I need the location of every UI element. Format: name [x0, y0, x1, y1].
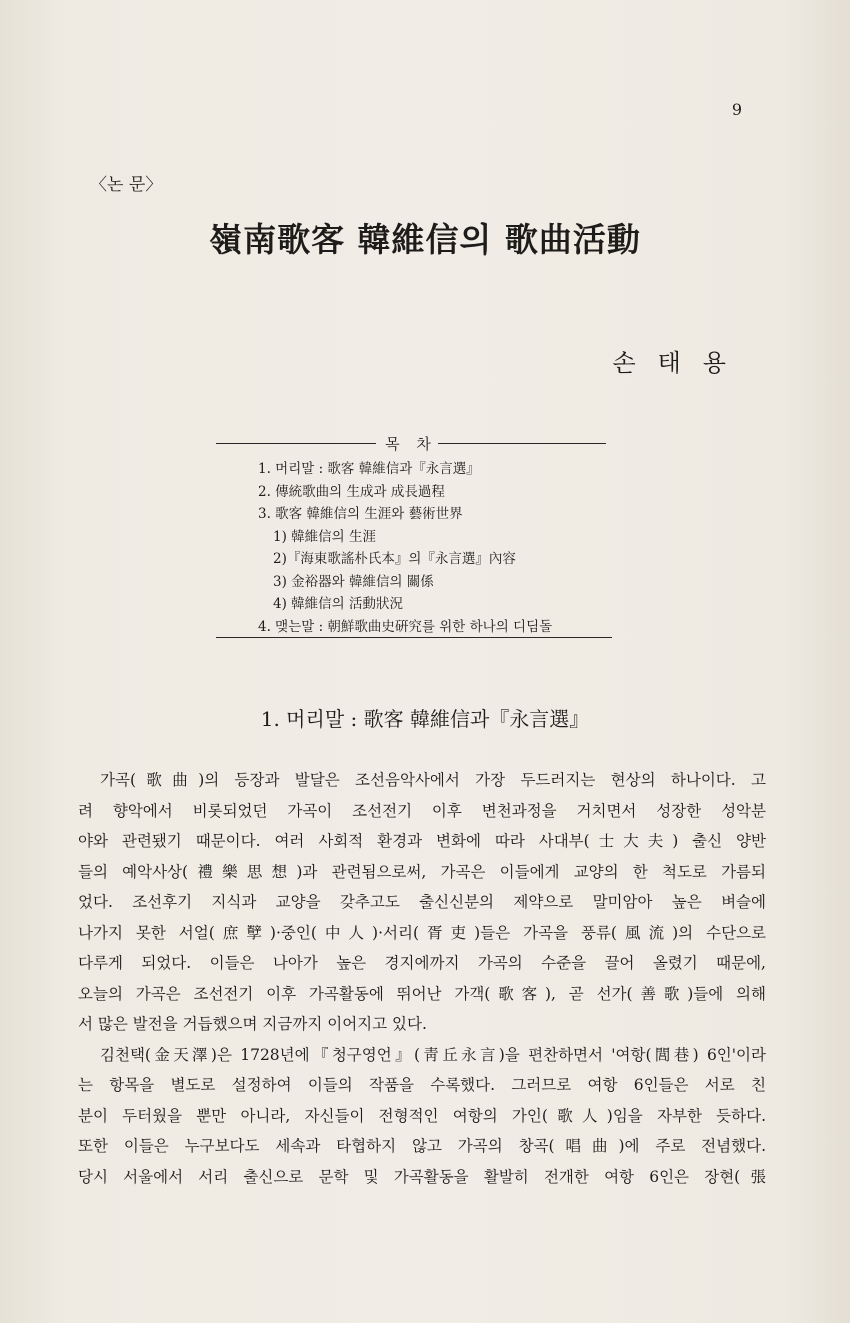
body-line: 김천택(金天澤)은 1728년에『청구영언』(靑丘永言)을 편찬하면서 '여항(閭巷) 6인'이라	[100, 1045, 766, 1064]
toc-subitem: 3) 金裕器와 韓維信의 關係	[273, 573, 434, 590]
toc-bottom-rule	[216, 637, 612, 640]
article-title: 嶺南歌客 韓維信의 歌曲活動	[209, 220, 641, 259]
toc-subitem: 4) 韓維信의 活動狀況	[273, 596, 403, 612]
body-line: 다루게 되었다. 이들은 나아가 높은 경지에까지 가곡의 수준을 끌어 올렸기 때문에,	[78, 954, 766, 972]
body-line: 당시 서울에서 서리 출신으로 문학 및 가곡활동을 활발히 전개한 여항 6인은 장현(張	[78, 1167, 766, 1186]
toc-item: 2. 傳統歌曲의 生成과 成長過程	[258, 483, 445, 500]
body-line: 가곡(歌曲)의 등장과 발달은 조선음악사에서 가장 두드러지는 현상의 하나이다. 고	[100, 771, 766, 789]
toc-rule-right	[438, 443, 606, 444]
body-line: 들의 예악사상(禮樂思想)과 관련됨으로써, 가곡은 이들에게 교양의 한 척도로 가름되	[78, 862, 766, 881]
toc-subitem: 1) 韓維信의 生涯	[273, 528, 376, 545]
toc-item: 4. 맺는말 : 朝鮮歌曲史硏究를 위한 하나의 디딤돌	[258, 618, 553, 635]
body-line: 또한 이들은 누구보다도 세속과 타협하지 않고 가곡의 창곡(唱曲)에 주로 전념했다.	[78, 1137, 766, 1155]
article-category: 〈논 문〉	[90, 175, 163, 195]
body-line: 는 항목을 별도로 설정하여 이들의 작품을 수록했다. 그러므로 여항 6인들은 서로 친	[78, 1076, 766, 1094]
toc-subitem: 2)『海東歌謠朴氏本』의『永言選』內容	[273, 551, 516, 567]
page-number: 9	[731, 100, 742, 119]
toc-item: 3. 歌客 韓維信의 生涯와 藝術世界	[258, 506, 463, 522]
section-heading: 1. 머리말 : 歌客 韓維信과『永言選』	[260, 707, 590, 731]
body-line: 오늘의 가곡은 조선전기 이후 가곡활동에 뛰어난 가객(歌客), 곧 선가(善歌)들에 의해	[78, 984, 766, 1003]
toc-item: 1. 머리말 : 歌客 韓維信과『永言選』	[258, 461, 480, 477]
body-line: 야와 관련됐기 때문이다. 여러 사회적 환경과 변화에 따라 사대부(士大夫) 출신 양반	[78, 832, 766, 850]
body-line: 었다. 조선후기 지식과 교양을 갖추고도 출신신분의 제약으로 말미암아 높은 벼슬에	[78, 893, 766, 911]
toc-heading	[216, 433, 606, 455]
toc-heading-label: 목 차	[385, 435, 437, 453]
table-of-contents	[258, 458, 638, 638]
body-line: 분이 두터웠을 뿐만 아니라, 자신들이 전형적인 여항의 가인(歌人)임을 자부한 듯하다.	[78, 1106, 766, 1125]
body-line: 나가지 못한 서얼(庶孼)·중인(中人)·서리(胥吏)들은 가곡을 풍류(風流)의 수단으로	[78, 923, 766, 942]
body-line: 서 많은 발전을 거듭했으며 지금까지 이어지고 있다.	[78, 1015, 427, 1033]
body-line: 려 향악에서 비롯되었던 가곡이 조선전기 이후 변천과정을 거치면서 성장한 성악분	[78, 801, 766, 820]
body-text	[78, 765, 766, 1192]
author-name: 손태용	[612, 349, 748, 377]
